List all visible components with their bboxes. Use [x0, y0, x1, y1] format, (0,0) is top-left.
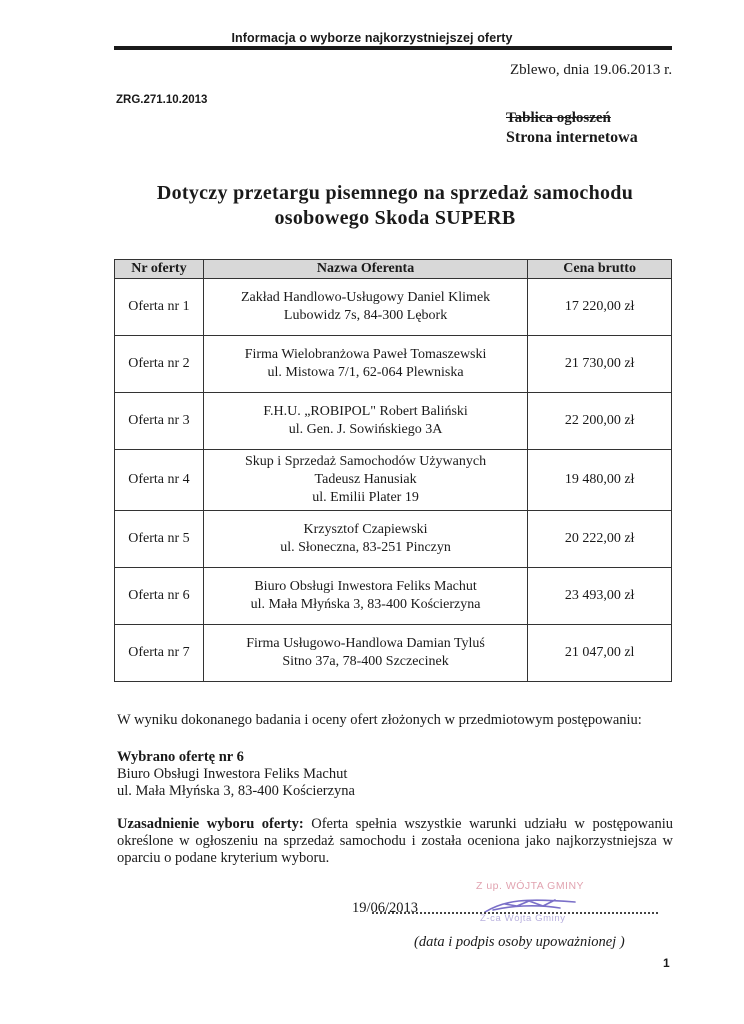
bidder-line: F.H.U. „ROBIPOL" Robert Baliński	[263, 404, 468, 419]
official-stamp	[440, 880, 640, 930]
table-row	[115, 625, 672, 682]
gross-price: 21 047,00 zl	[528, 625, 672, 682]
document-header-title: Informacja o wyborze najkorzystniejszej oferty	[231, 31, 513, 45]
subject-line-1: Dotyczy przetargu pisemnego na sprzedaż samochodu	[156, 182, 634, 204]
bidder-name	[203, 568, 527, 625]
chosen-offer-block	[117, 749, 677, 800]
offer-number: Oferta nr 7	[115, 625, 204, 682]
gross-price: 21 730,00 zł	[528, 336, 672, 393]
recipient-active: Strona internetowa	[506, 129, 638, 146]
gross-price: 23 493,00 zł	[528, 568, 672, 625]
bidder-line: Tadeusz Hanusiak	[314, 472, 417, 487]
bidder-line: Biuro Obsługi Inwestora Feliks Machut	[254, 579, 477, 594]
subject-line-2: osobowego Skoda SUPERB	[274, 207, 516, 229]
signature-caption: (data i podpis osoby upoważnionej )	[414, 934, 625, 950]
offer-number: Oferta nr 5	[115, 511, 204, 568]
signature-date: 19/06/2013	[352, 900, 419, 916]
stamp-bottom-text: Z-ca Wójta Gminy	[480, 913, 566, 924]
bidder-name	[203, 393, 527, 450]
bidder-name	[203, 279, 527, 336]
page-number: 1	[663, 956, 670, 970]
bidder-line: ul. Mała Młyńska 3, 83-400 Kościerzyna	[250, 597, 481, 612]
conclusion-text: W wyniku dokonanego badania i oceny ofert złożonych w przedmiotowym postępowaniu:	[117, 712, 642, 728]
offer-number: Oferta nr 4	[115, 450, 204, 511]
bidder-line: Firma Wielobranżowa Paweł Tomaszewski	[244, 347, 487, 362]
table-header-row	[115, 260, 672, 279]
chosen-offer-heading: Wybrano ofertę nr 6	[117, 749, 244, 765]
offer-number: Oferta nr 6	[115, 568, 204, 625]
subject-heading	[130, 181, 660, 231]
table-row	[115, 450, 672, 511]
bidder-line: Lubowidz 7s, 84-300 Lębork	[283, 308, 448, 323]
offers-table	[114, 259, 672, 682]
header-gross-price: Cena brutto	[528, 260, 672, 279]
stamp-top-text: Z up. WÓJTA GMINY	[476, 880, 585, 892]
gross-price: 19 480,00 zł	[528, 450, 672, 511]
justification-paragraph	[117, 816, 673, 867]
gross-price: 17 220,00 zł	[528, 279, 672, 336]
bidder-name	[203, 511, 527, 568]
offer-number: Oferta nr 1	[115, 279, 204, 336]
table-row	[115, 279, 672, 336]
bidder-line: Skup i Sprzedaż Samochodów Używanych	[245, 454, 487, 469]
bidder-line: Krzysztof Czapiewski	[303, 522, 428, 537]
header-bidder-name: Nazwa Oferenta	[203, 260, 527, 279]
chosen-offer-line: Biuro Obsługi Inwestora Feliks Machut	[117, 766, 348, 782]
table-row	[115, 511, 672, 568]
bidder-name	[203, 336, 527, 393]
table-row	[115, 393, 672, 450]
recipient-struck: Tablica ogłoszeń	[506, 110, 611, 126]
reference-number: ZRG.271.10.2013	[116, 94, 208, 106]
offer-number: Oferta nr 3	[115, 393, 204, 450]
gross-price: 22 200,00 zł	[528, 393, 672, 450]
offer-number: Oferta nr 2	[115, 336, 204, 393]
bidder-name	[203, 450, 527, 511]
justification-label: Uzasadnienie wyboru oferty:	[117, 816, 304, 832]
signature-line	[372, 912, 658, 914]
bidder-line: Sitno 37a, 78-400 Szczecinek	[282, 654, 449, 669]
bidder-line: ul. Gen. J. Sowińskiego 3A	[288, 422, 443, 437]
place-date: Zblewo, dnia 19.06.2013 r.	[510, 62, 673, 78]
bidder-line: ul. Mistowa 7/1, 62-064 Plewniska	[267, 365, 464, 380]
chosen-offer-line: ul. Mała Młyńska 3, 83-400 Kościerzyna	[117, 783, 355, 799]
header-rule	[114, 46, 672, 50]
justification-text: Oferta spełnia wszystkie warunki udziału w postępowaniu określone w ogłoszeniu na sprzedaż samochodu i została oceniona jako najkorzystniejsza w oparciu o podane kryterium wyboru.	[117, 816, 673, 866]
header-offer-number: Nr oferty	[115, 260, 204, 279]
gross-price: 20 222,00 zł	[528, 511, 672, 568]
table-row	[115, 568, 672, 625]
table-row	[115, 336, 672, 393]
bidder-line: Zakład Handlowo-Usługowy Daniel Klimek	[240, 290, 491, 305]
bidder-name	[203, 625, 527, 682]
bidder-line: ul. Emilii Plater 19	[312, 490, 419, 505]
bidder-line: ul. Słoneczna, 83-251 Pinczyn	[280, 540, 451, 555]
bidder-line: Firma Usługowo-Handlowa Damian Tyluś	[246, 636, 485, 651]
